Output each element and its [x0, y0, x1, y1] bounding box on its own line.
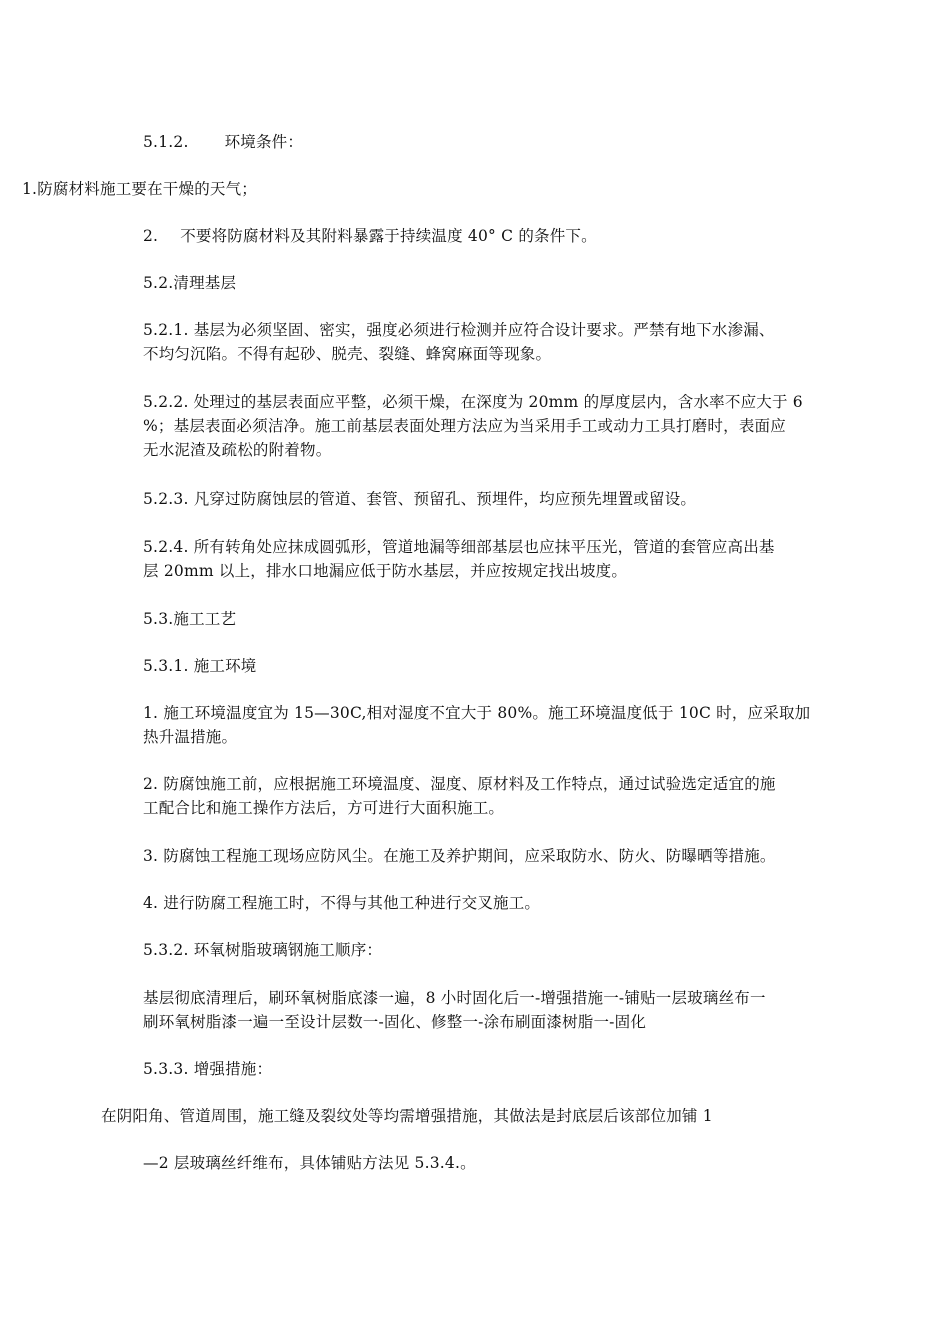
- paragraph-line: 5.2.4. 所有转角处应抹成圆弧形，管道地漏等细部基层也应抹平压光，管道的套管应高出基: [143, 538, 775, 556]
- paragraph-line: 层 20mm 以上，排水口地漏应低于防水基层，并应按规定找出坡度。: [143, 562, 628, 580]
- heading-5-3-1: 5.3.1. 施工环境: [143, 657, 257, 675]
- paragraph-line: 刷环氧树脂漆一遍一至设计层数一-固化、修整一-涂布刷面漆树脂一-固化: [143, 1013, 647, 1031]
- paragraph-line: 基层彻底清理后，刷环氧树脂底漆一遍，8 小时固化后一-增强措施一-铺贴一层玻璃丝布一: [143, 989, 766, 1007]
- section-title: 环境条件：: [224, 133, 304, 151]
- paragraph-line: 5.2.1. 基层为必须坚固、密实，强度必须进行检测并应符合设计要求。严禁有地下水渗漏、: [143, 321, 775, 339]
- heading-5-2: 5.2.清理基层: [143, 274, 237, 292]
- paragraph-line: 热升温措施。: [143, 728, 238, 746]
- condition-item-3: 3. 防腐蚀工程施工现场应防风尘。在施工及养护期间，应采取防水、防火、防曝晒等措施。: [143, 847, 776, 865]
- paragraph-line: 2. 防腐蚀施工前，应根据施工环境温度、湿度、原材料及工作特点，通过试验选定适宜的施: [143, 775, 776, 793]
- heading-5-3: 5.3.施工工艺: [143, 610, 237, 628]
- condition-item-2: [143, 772, 843, 820]
- heading-5-1-2: [143, 130, 303, 154]
- condition-item-1: [143, 701, 843, 749]
- item-text: 不要将防腐材料及其附料暴露于持续温度 40° C 的条件下。: [180, 227, 597, 245]
- paragraph-line: 工配合比和施工操作方法后，方可进行大面积施工。: [143, 799, 505, 817]
- condition-item-4: 4. 进行防腐工程施工时，不得与其他工种进行交叉施工。: [143, 894, 541, 912]
- env-item-2: [143, 224, 597, 248]
- paragraph-5-2-4: [143, 535, 843, 583]
- paragraph-5-2-2: [143, 390, 843, 462]
- paragraph-line: %；基层表面必须洁净。施工前基层表面处理方法应为当采用手工或动力工具打磨时，表面应: [143, 417, 786, 435]
- heading-5-3-2: 5.3.2. 环氧树脂玻璃钢施工顺序：: [143, 941, 383, 959]
- env-item-1: 1.防腐材料施工要在干燥的天气；: [22, 180, 257, 198]
- paragraph-5-2-1: [143, 318, 843, 366]
- paragraph-line: 无水泥渣及疏松的附着物。: [143, 441, 332, 459]
- heading-5-3-3: 5.3.3. 增强措施：: [143, 1060, 273, 1078]
- paragraph-5-2-3: 5.2.3. 凡穿过防腐蚀层的管道、套管、预留孔、预埋件，均应预先埋置或留设。: [143, 490, 697, 508]
- paragraph-line: 5.2.2. 处理过的基层表面应平整，必须干燥，在深度为 20mm 的厚度层内，含水率不应大于 6: [143, 393, 803, 411]
- section-number: 5.1.2.: [143, 133, 189, 151]
- paragraph-line: 1. 施工环境温度宜为 15—30C,相对湿度不宜大于 80%。施工环境温度低于 10C 时，应采取加: [143, 704, 811, 722]
- reinforcement-line-2: —2 层玻璃丝纤维布，具体铺贴方法见 5.3.4.。: [143, 1154, 476, 1172]
- paragraph-line: 不均匀沉陷。不得有起砂、脱壳、裂缝、蜂窝麻面等现象。: [143, 345, 552, 363]
- reinforcement-line-1: 在阴阳角、管道周围，施工缝及裂纹处等均需增强措施，其做法是封底层后该部位加铺 1: [101, 1107, 713, 1125]
- construction-sequence: [143, 986, 843, 1034]
- item-number: 2.: [143, 227, 159, 245]
